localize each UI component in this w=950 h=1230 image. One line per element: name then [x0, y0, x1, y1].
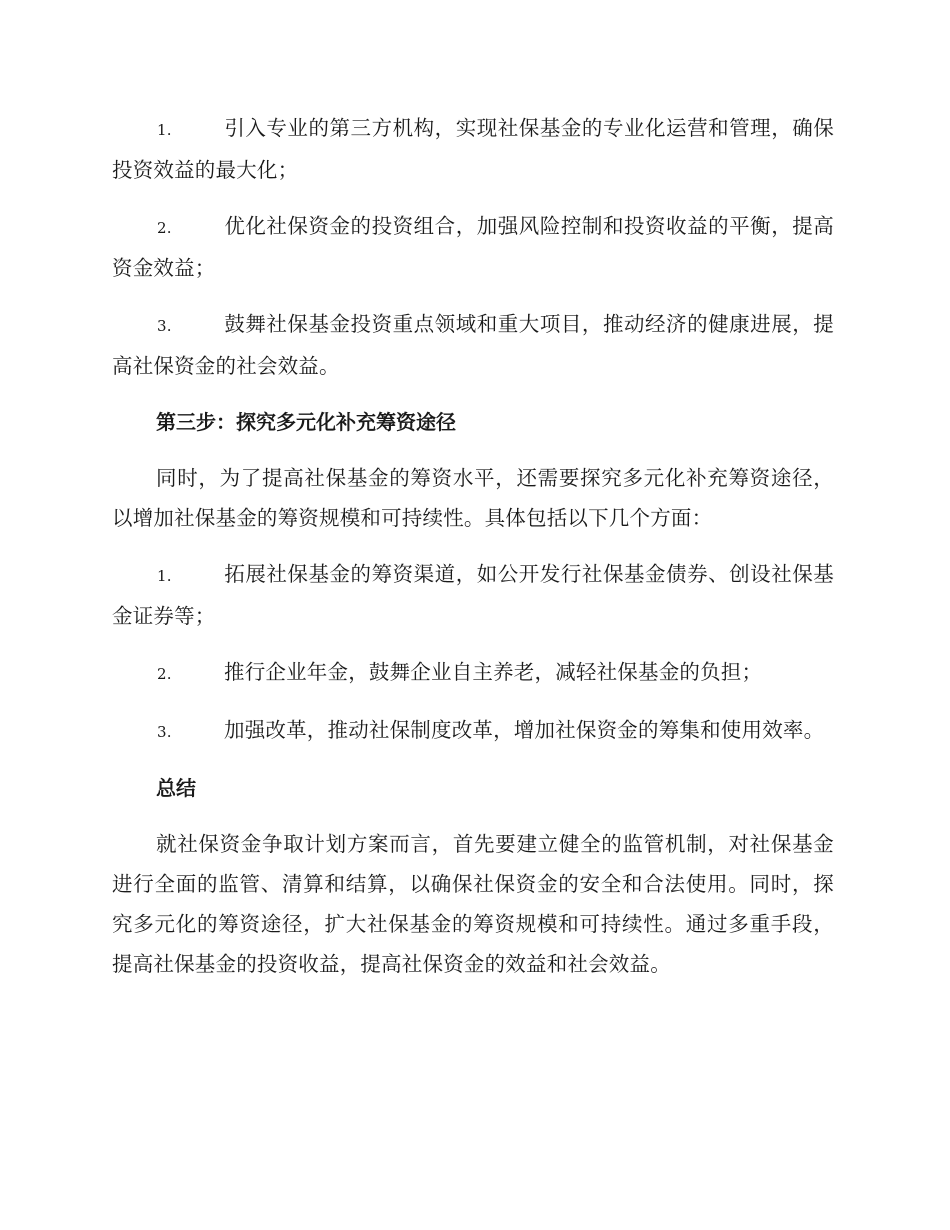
summary-paragraph: 就社保资金争取计划方案而言，首先要建立健全的监管机制，对社保基金进行全面的监管、清算和结算，以确保社保资金的安全和合法使用。同时，探究多元化的筹资途径，扩大社保基金的筹资规模和可持续性。通过多重手段，提高社保基金的投资收益，提高社保资金的效益和社会效益。 — [112, 832, 834, 976]
list-item-text: 鼓舞社保基金投资重点领域和重大项目，推动经济的健康进展，提高社保资金的社会效益。 — [112, 312, 834, 378]
list-number: 3. — [157, 723, 172, 741]
list-number: 1. — [157, 121, 172, 139]
list-item — [112, 652, 834, 694]
list-number: 1. — [157, 567, 172, 585]
list-item-text: 引入专业的第三方机构，实现社保基金的专业化运营和管理，确保投资效益的最大化； — [112, 116, 834, 182]
list-item — [112, 554, 834, 636]
list-item-text: 优化社保资金的投资组合，加强风险控制和投资收益的平衡，提高资金效益； — [112, 214, 834, 280]
document-page — [112, 108, 834, 1000]
list-item — [112, 304, 834, 386]
step3-intro-paragraph: 同时，为了提高社保基金的筹资水平，还需要探究多元化补充筹资途径，以增加社保基金的筹资规模和可持续性。具体包括以下几个方面： — [112, 466, 834, 530]
section-heading-step3: 第三步：探究多元化补充筹资途径 — [156, 410, 456, 434]
list-item-text: 拓展社保基金的筹资渠道，如公开发行社保基金债券、创设社保基金证券等； — [112, 562, 834, 628]
list-item — [112, 206, 834, 288]
list-number: 2. — [157, 219, 172, 237]
section-heading-summary: 总结 — [156, 776, 196, 800]
list-number: 3. — [157, 317, 172, 335]
list-item-text: 推行企业年金，鼓舞企业自主养老，减轻社保基金的负担； — [224, 660, 763, 684]
list-item-text: 加强改革，推动社保制度改革，增加社保资金的筹集和使用效率。 — [224, 718, 825, 742]
list-item — [112, 108, 834, 190]
list-item — [112, 710, 834, 752]
list-number: 2. — [157, 665, 172, 683]
